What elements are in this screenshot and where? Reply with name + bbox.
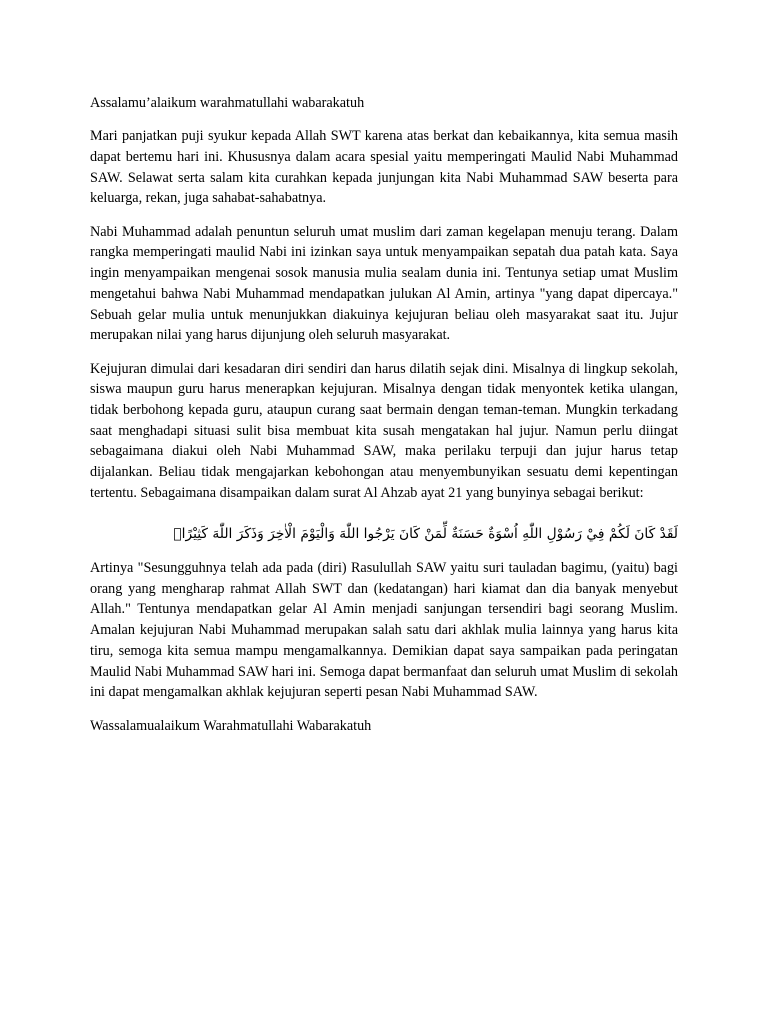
closing-line: Wassalamualaikum Warahmatullahi Wabarakatuh [90, 717, 372, 734]
paragraph-kejujuran: Kejujuran dimulai dari kesadaran diri sendiri dan harus dilatih sejak dini. Misalnya di lingkup sekolah, siswa maupun guru harus menerapkan kejujuran. Misalnya dengan tidak menyontek ketika ulangan, tidak berbohong kepada guru, ataupun curang saat bermain dengan teman-teman. Mungkin terkadang saat menghadapi situasi sulit bisa membuat kita susah mengatakan hal jujur. Namun perlu diingat sebagaimana diakui oleh Nabi Muhammad SAW, maka perilaku terpuji dan jujur harus tetap dijalankan. Beliau tidak mengajarkan kebohongan atau menyembunyikan sesuatu demi kepentingan tertentu. Sebagaimana disampaikan dalam surat Al Ahzab ayat 21 yang bunyinya sebagai berikut: [90, 360, 678, 501]
paragraph-opening: Mari panjatkan puji syukur kepada Allah SWT karena atas berkat dan kebaikannya, kita semua masih dapat bertemu hari ini. Khususnya dalam acara spesial yaitu memperingati Maulid Nabi Muhammad SAW. Selawat serta salam kita curahkan kepada junjungan kita Nabi Muhammad SAW beserta para keluarga, rekan, juga sahabat-sahabatnya. [90, 128, 678, 207]
document-body [90, 93, 678, 749]
paragraph-nabi-muhammad: Nabi Muhammad adalah penuntun seluruh umat muslim dari zaman kegelapan menuju terang. Dalam rangka memperingati maulid Nabi ini izinkan saya untuk menyampaikan sepatah dua patah kata. Saya ingin menyampaikan mengenai sosok manusia mulia sealam dunia ini. Tentunya setiap umat Muslim mengetahui bahwa Nabi Muhammad mendapatkan julukan Al Amin, artinya "yang dapat dipercaya." Sebuah gelar mulia untuk menunjukkan diakuinya kejujuran beliau oleh masyarakat saat itu. Jujur merupakan nilai yang harus dijunjung oleh seluruh masyarakat. [90, 223, 678, 344]
arabic-verse-al-ahzab-21: لَقَدْ كَانَ لَكُمْ فِيْ رَسُوْلِ اللّٰهِ اُسْوَةٌ حَسَنَةٌ لِّمَنْ كَانَ يَرْجُوا اللّٰهَ وَالْيَوْمَ الْاٰخِرَ وَذَكَرَ اللّٰهَ كَثِيْرًاۗ [173, 526, 678, 543]
paragraph-translation: Artinya "Sesungguhnya telah ada pada (diri) Rasulullah SAW yaitu suri tauladan bagimu, (yaitu) bagi orang yang mengharap rahmat Allah SWT dan (kedatangan) hari kiamat dan dia banyak menyebut Allah." Tentunya mendapatkan gelar Al Amin menjadi sanjungan tersendiri bagi seorang Muslim. Amalan kejujuran Nabi Muhammad merupakan salah satu dari akhlak mulia lainnya yang harus kita tiru, semoga kita semua mampu mengamalkannya. Demikian dapat saya sampaikan pada peringatan Maulid Nabi Muhammad SAW hari ini. Semoga dapat bermanfaat dan seluruh umat Muslim di sekolah ini dapat mengamalkan akhlak kejujuran seperti pesan Nabi Muhammad SAW. [90, 560, 678, 701]
greeting-line: Assalamu’alaikum warahmatullahi wabarakatuh [90, 95, 365, 111]
